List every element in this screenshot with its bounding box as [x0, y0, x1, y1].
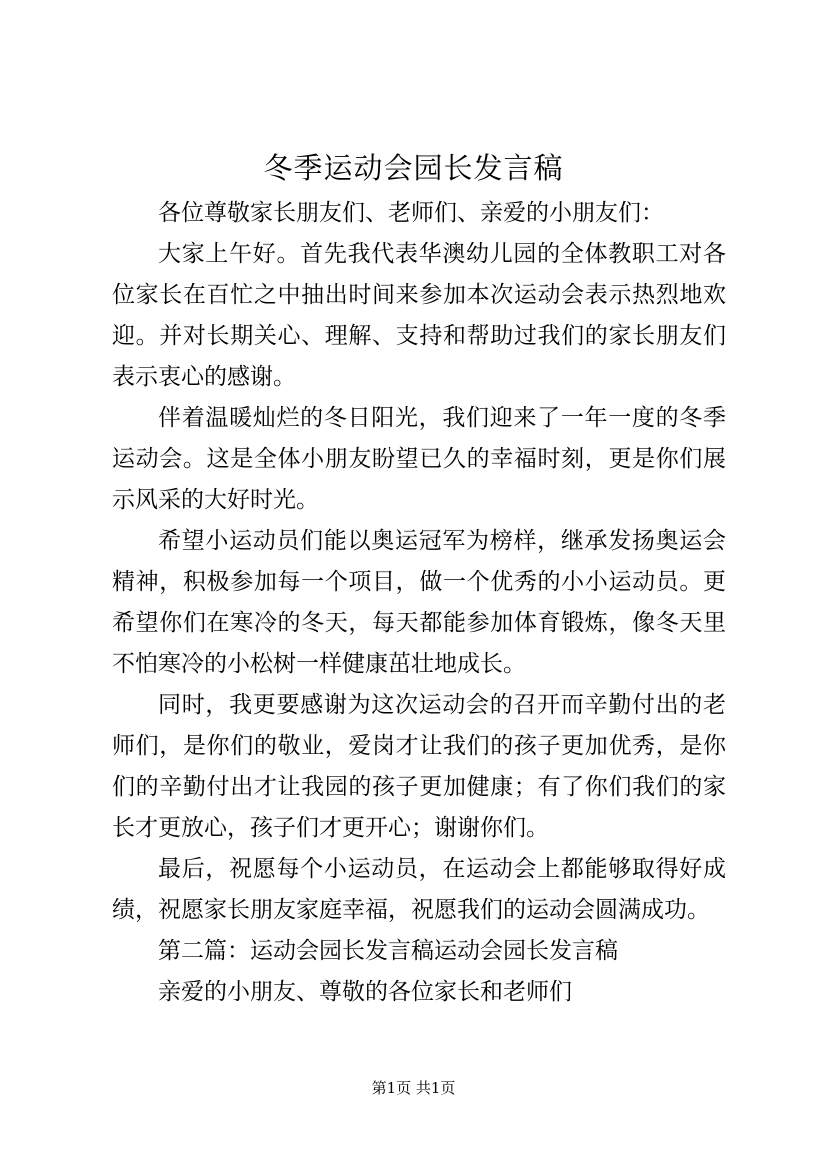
document-title: 冬季运动会园长发言稿 [263, 151, 564, 185]
paragraph-hope: 希望小运动员们能以奥运冠军为榜样，继承发扬奥运会精神，积极参加每一个项目，做一个优秀的小小运动员。更希望你们在寒冷的冬天，每天都能参加体育锻炼，像冬天里不怕寒冷的小松树一样健康茁壮地成长。 [112, 528, 726, 677]
paragraph-second-heading: 第二篇：运动会园长发言稿运动会园长发言稿 [158, 938, 618, 964]
paragraph-second-greeting: 亲爱的小朋友、尊敬的各位家长和老师们 [158, 979, 572, 1005]
paragraph-greeting: 各位尊敬家长朋友们、老师们、亲爱的小朋友们： [158, 200, 664, 226]
page-footer: 第1页 共1页 [371, 1079, 456, 1097]
document-body [112, 193, 726, 1013]
paragraph-closing: 最后，祝愿每个小运动员，在运动会上都能够取得好成绩，祝愿家长朋友家庭幸福，祝愿我们的运动会圆满成功。 [112, 856, 726, 923]
paragraph-winter-sunshine: 伴着温暖灿烂的冬日阳光，我们迎来了一年一度的冬季运动会。这是全体小朋友盼望已久的幸福时刻，更是你们展示风采的大好时光。 [112, 405, 726, 513]
paragraph-welcome: 大家上午好。首先我代表华澳幼儿园的全体教职工对各位家长在百忙之中抽出时间来参加本次运动会表示热烈地欢迎。并对长期关心、理解、支持和帮助过我们的家长朋友们表示衷心的感谢。 [112, 241, 726, 390]
paragraph-thanks-teachers: 同时，我更要感谢为这次运动会的召开而辛勤付出的老师们，是你们的敬业，爱岗才让我们的孩子更加优秀，是你们的辛勤付出才让我园的孩子更加健康；有了你们我们的家长才更放心，孩子们才更开心；谢谢你们。 [112, 692, 726, 841]
